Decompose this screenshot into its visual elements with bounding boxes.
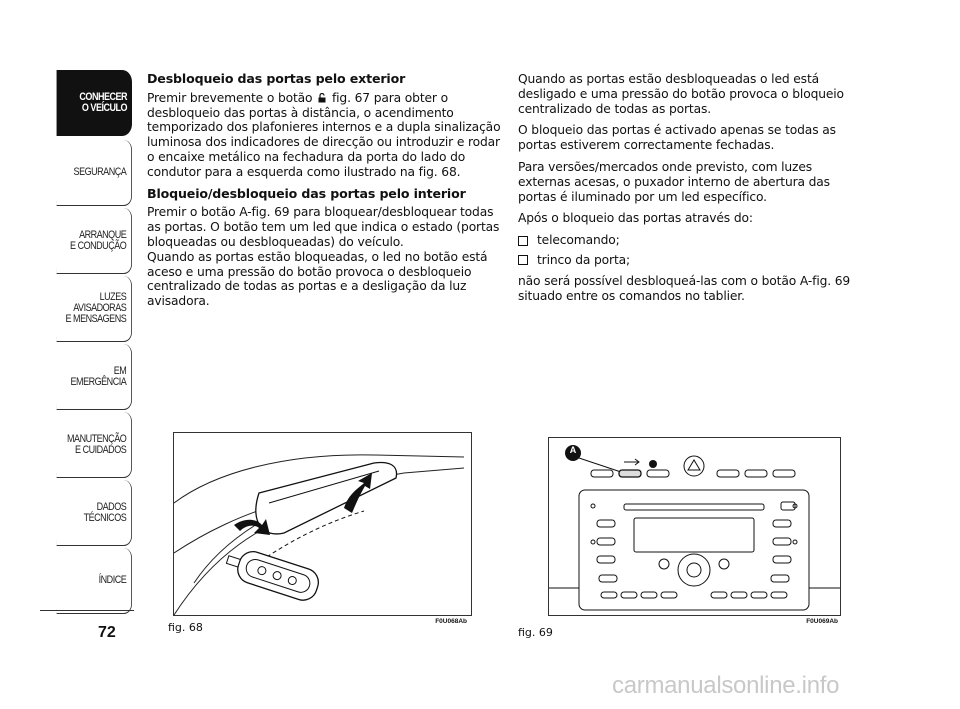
- tab-em-emergencia[interactable]: [57, 344, 132, 410]
- tab-label: SEGURANÇA: [73, 166, 127, 178]
- left-column: [147, 72, 502, 316]
- paragraph-lock-activation: O bloqueio das portas é activado apenas se todas as portas estiverem correctamente fechadas.: [518, 123, 836, 153]
- paragraph-handle-led: Para versões/mercados onde previsto, com luzes externas acesas, o puxador interno de abertura das portas é iluminado por um led específico.: [518, 159, 830, 204]
- heading-unlock-exterior: Desbloqueio das portas pelo exterior: [147, 71, 406, 86]
- tab-label: E CONDUÇÃO: [70, 239, 127, 252]
- tab-label: TÉCNICOS: [83, 511, 127, 524]
- list-item: telecomando;: [518, 233, 863, 248]
- checkbox-bullet-icon: [518, 236, 528, 246]
- tab-manutencao-e-cuidados[interactable]: [57, 412, 132, 478]
- tab-label: LUZES: [99, 291, 127, 303]
- tab-label: O VEÍCULO: [81, 102, 128, 114]
- page-number: 72: [98, 624, 116, 641]
- callout-a: A: [569, 445, 577, 455]
- tab-label: EM EMERGÊNCIA: [70, 364, 127, 388]
- tab-dados-tecnicos[interactable]: [57, 480, 132, 546]
- list-item: trinco da porta;: [518, 253, 863, 268]
- paragraph-locked-state: Quando as portas estão bloqueadas, o led no botão está aceso e uma pressão do botão provoca o desbloqueio centralizado de todas as portas e a desligação da luz avisadora.: [147, 249, 488, 309]
- figure-code: F0U069Ab: [806, 618, 838, 625]
- figure-code: F0U068Ab: [435, 618, 467, 625]
- figure-68-label: fig. 68: [168, 621, 203, 634]
- tab-label: E CUIDADOS: [75, 443, 127, 456]
- watermark: carmanualsonline.info: [612, 672, 840, 699]
- dashboard-controls-illustration: [549, 438, 840, 615]
- unlock-icon: [318, 93, 326, 103]
- chapter-sidebar: [0, 0, 135, 709]
- tab-arranque-e-conducao[interactable]: [57, 208, 132, 274]
- tab-label: CONHECER: [79, 91, 128, 103]
- checkbox-bullet-icon: [518, 255, 528, 265]
- paragraph-unlock-exterior: Premir brevemente o botão fig. 67 para obter o desbloqueio das portas à distância, o acendimento temporizado dos plafonieres internos e a dupla sinalização luminosa dos indicadores de direcção ou introduzir e rodar o encaixe metálico na fechadura da porta do lado do condutor para a esquerda como ilustrado na fig. 68.: [147, 90, 501, 179]
- sidebar-divider: [40, 610, 134, 611]
- tab-conhecer-o-veiculo[interactable]: [57, 70, 132, 136]
- tab-label: ÍNDICE: [98, 574, 127, 586]
- tab-label: DADOS: [96, 500, 127, 513]
- tab-label: AVISADORAS: [73, 302, 127, 314]
- tab-label: MANUTENÇÃO: [67, 432, 127, 445]
- paragraph-unlocked-state: Quando as portas estão desbloqueadas o led está desligado e uma pressão do botão provoca o bloqueio centralizado de todas as portas.: [518, 72, 844, 116]
- right-column: [518, 72, 863, 310]
- tab-indice[interactable]: [57, 548, 132, 614]
- door-handle-key-illustration: [174, 433, 471, 615]
- tab-seguranca[interactable]: [57, 140, 132, 206]
- paragraph-lock-interior: Premir o botão A-fig. 69 para bloquear/desbloquear todas as portas. O botão tem um led que indica o estado (portas bloqueadas ou desbloqueadas) do veículo.: [147, 205, 500, 249]
- paragraph-cannot-unlock: não será possível desbloqueá-las com o botão A-fig. 69 situado entre os comandos no tablier.: [518, 273, 851, 303]
- tab-label: ARRANQUE: [79, 228, 127, 241]
- figure-69: [548, 437, 841, 625]
- tab-label: E MENSAGENS: [65, 313, 127, 325]
- figure-68: [173, 432, 472, 625]
- paragraph-after-lock: Após o bloqueio das portas através do:: [518, 211, 753, 226]
- heading-lock-interior: Bloqueio/desbloqueio das portas pelo interior: [147, 185, 466, 201]
- figure-69-label: fig. 69: [518, 626, 553, 639]
- tab-luzes-avisadoras[interactable]: [57, 276, 132, 342]
